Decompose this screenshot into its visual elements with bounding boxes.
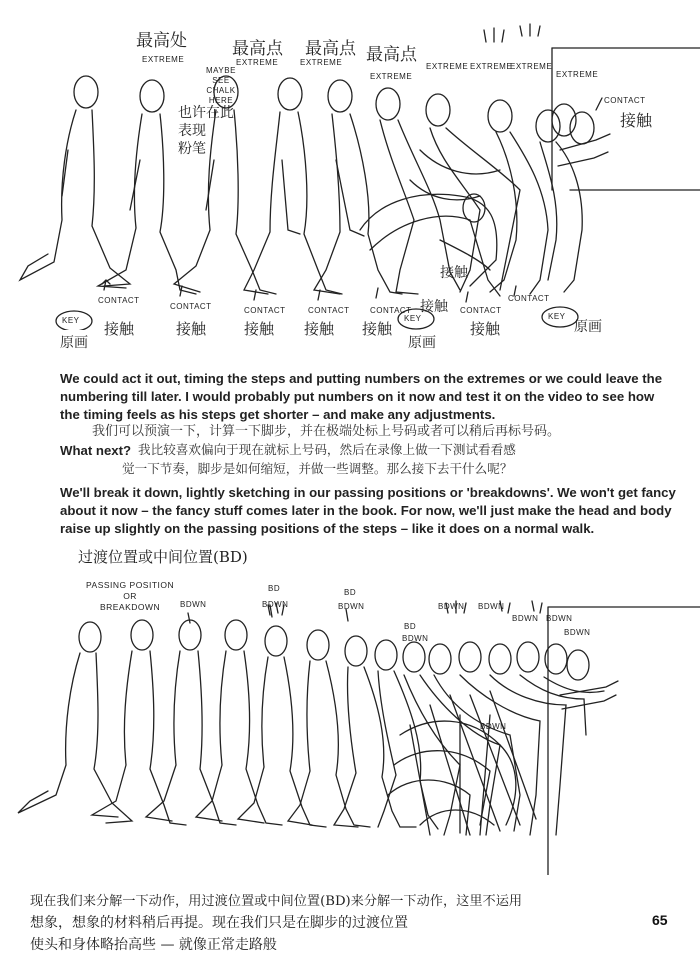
figure-extreme-1 — [20, 76, 130, 286]
contact-label-3: CONTACT — [244, 306, 286, 315]
bdwn-label-8: BDWN — [546, 614, 573, 623]
bottom-walk-sequence — [0, 595, 700, 875]
maybe-cn-note: 也许在此 表现 粉笔 — [178, 105, 234, 157]
what-next: What next? — [60, 443, 132, 458]
contact-label-5: CONTACT — [370, 306, 412, 315]
figure-cluster-crouch — [360, 94, 610, 296]
extreme-label-3: EXTREME — [300, 58, 343, 67]
bdwn-label-6: BDWN — [478, 602, 505, 611]
extreme-cn-2: 最高点 — [232, 39, 283, 59]
page-number: 65 — [652, 912, 668, 928]
bdwn-label-10: BDWN — [480, 722, 507, 731]
note-cn-2a: 我比较喜欢偏向于现在就标上号码，然后在录像上做一下测试看看感 — [138, 442, 516, 457]
extreme-label-1: EXTREME — [142, 55, 185, 64]
passing-position-note: PASSING POSITION OR BREAKDOWN — [86, 580, 175, 612]
bdwn-label-4: BDWN — [402, 634, 429, 643]
extreme-cn-1: 最高处 — [136, 31, 187, 51]
figure-extreme-3 — [174, 76, 276, 294]
key-label-3: KEY — [548, 312, 566, 321]
bdwn-label-5: BDWN — [438, 602, 465, 611]
bd-label-1: BD — [268, 584, 281, 593]
contact-cn-3: 接触 — [244, 320, 275, 338]
top-walk-sequence — [0, 0, 700, 330]
bdwn-label-2: BDWN — [262, 600, 289, 609]
contact-label-1: CONTACT — [98, 296, 140, 305]
maybe-chalk-note: MAYBE SEE CHALK HERE — [206, 66, 236, 105]
bdwn-label-9: BDWN — [564, 628, 591, 637]
paragraph-1: We could act it out, timing the steps and putting numbers on the extremes or we could leave the numbering till later. I would probably put numbers on it now and test it on the video to see how the timing feels as his steps get shorter – and make any adjustments. — [60, 371, 663, 422]
paragraph-2: We'll break it down, lightly sketching in our passing positions or 'breakdowns'. We won't get fancy about it now – the fancy stuff comes later in the book. For now, we'll just make the head and body raise up slightly on the passing positions of the steps – like it does on a normal walk. — [60, 485, 676, 536]
key-label-2: KEY — [404, 314, 422, 323]
breakdown-heading-cn: 过渡位置或中间位置(BD) — [78, 548, 248, 566]
contact-cn-1: 接触 — [104, 320, 135, 338]
contact-cn-2: 接触 — [176, 320, 207, 338]
contact-label-6: CONTACT — [460, 306, 502, 315]
extreme-cn-3: 最高点 — [305, 39, 356, 59]
extreme-label-6: EXTREME — [470, 62, 513, 71]
contact-cn-5: 接触 — [362, 320, 393, 338]
footer-cn-line-2: 想象，想象的材料稍后再提。现在我们只是在脚步的过渡位置 — [30, 915, 408, 931]
extreme-label-7: EXTREME — [510, 62, 553, 71]
contact-cn-6: 接触 — [470, 320, 501, 338]
contact-label-right: CONTACT — [604, 96, 646, 105]
extreme-label-4: EXTREME — [370, 72, 413, 81]
contact-cn-4: 接触 — [304, 320, 335, 338]
key-label-1: KEY — [62, 316, 80, 325]
figure-extreme-4 — [244, 78, 342, 294]
contact-label-2: CONTACT — [170, 302, 212, 311]
contact-cn-mid-1: 接触 — [440, 265, 468, 281]
key-cn-1: 原画 — [60, 335, 88, 351]
bdwn-label-7: BDWN — [512, 614, 539, 623]
note-cn-1: 我们可以预演一下，计算一下脚步，并在极端处标上号码或者可以稍后再标号码。 — [92, 424, 561, 439]
contact-label-7: CONTACT — [508, 294, 550, 303]
bdwn-label-1: BDWN — [180, 600, 207, 609]
figure-extreme-2 — [98, 80, 196, 294]
bd-label-2: BD — [344, 588, 357, 597]
extreme-label-2: EXTREME — [236, 58, 279, 67]
bd-label-3: BD — [404, 622, 417, 631]
footer-cn-line-3: 使头和身体略抬高些 — 就像正常走路般 — [30, 937, 277, 953]
figure-extreme-5 — [314, 80, 402, 294]
contact-label-4: CONTACT — [308, 306, 350, 315]
note-cn-2b: 觉一下节奏，脚步是如何缩短，并做一些调整。那么接下去干什么呢？ — [122, 461, 513, 476]
bdwn-label-3: BDWN — [338, 602, 365, 611]
extreme-cn-4: 最高点 — [366, 45, 417, 65]
extreme-label-5: EXTREME — [426, 62, 469, 71]
extreme-label-8: EXTREME — [556, 70, 599, 79]
key-cn-3: 原画 — [574, 319, 602, 335]
contact-cn-mid-2: 接触 — [420, 299, 448, 315]
contact-cn-right: 接触 — [620, 111, 653, 130]
key-cn-2: 原画 — [408, 335, 436, 351]
footer-cn-line-1: 现在我们来分解一下动作，用过渡位置或中间位置(BD)来分解一下动作，这里不运用 — [30, 894, 523, 909]
board-lower — [548, 607, 700, 875]
